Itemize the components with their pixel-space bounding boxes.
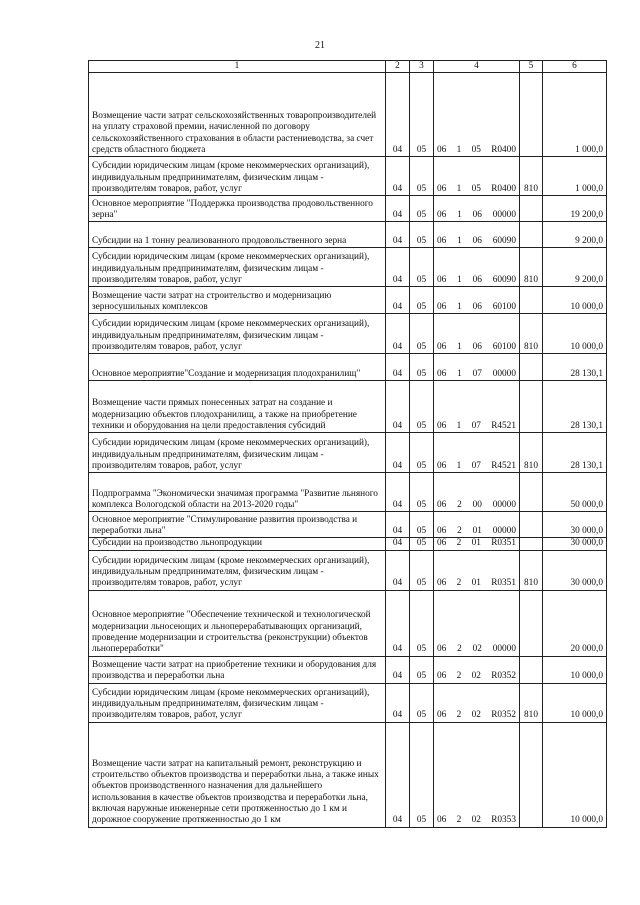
budget-table [88, 60, 607, 828]
row-section-code: 04 [386, 354, 410, 381]
row-expense-type [520, 73, 543, 157]
table-row [89, 314, 607, 354]
target-code-part: 02 [471, 710, 481, 721]
target-code-parts [437, 500, 516, 511]
row-target-code [434, 512, 520, 538]
target-code-parts [437, 461, 516, 472]
row-subsection-code: 05 [410, 550, 434, 590]
target-code-part: 06 [437, 342, 447, 352]
row-target-code [434, 287, 520, 314]
target-code-parts [437, 210, 516, 221]
row-section-code: 04 [386, 656, 410, 683]
row-expense-type [520, 196, 543, 222]
target-code-part: R0352 [491, 710, 516, 721]
target-code-part: 02 [472, 644, 482, 655]
target-code-part: 06 [437, 461, 447, 471]
target-code-parts [437, 578, 516, 589]
target-code-part: 1 [457, 275, 462, 285]
row-name: Возмещение части прямых понесенных затрат на создание и модернизацию объектов плодохранилищ, а также на приобретение техники и оборудования на цели предоставления субсидий [89, 381, 386, 433]
row-section-code: 04 [386, 590, 410, 656]
row-amount: 10 000,0 [543, 287, 607, 314]
target-code-part: 2 [456, 578, 462, 589]
row-expense-type [520, 222, 543, 248]
row-target-code [434, 538, 520, 550]
target-code-part: 1 [457, 369, 462, 379]
row-section-code: 04 [386, 314, 410, 354]
table-row [89, 538, 607, 550]
table-row [89, 656, 607, 683]
row-expense-type [520, 381, 543, 433]
row-section-code: 04 [386, 512, 410, 538]
target-code-part: 60100 [492, 302, 516, 312]
row-name: Основное мероприятие "Обеспечение технической и технологической модернизации льносеющих и льноперерабатывающих организаций, проведение модернизации и строительства (реконструкции) объектов льнопереработки" [89, 590, 386, 656]
target-code-part: 06 [437, 538, 447, 549]
target-code-part: 06 [437, 236, 447, 246]
table-row [89, 512, 607, 538]
target-code-part: R0351 [491, 538, 516, 549]
target-code-part: 00 [472, 500, 482, 510]
row-name: Возмещение части затрат сельскохозяйственных товаропроизводителей на уплату страховой премии, начисленной по договору сельскохозяйственного страхования в области растениеводства, за счет средств областного бюджета [89, 73, 386, 157]
row-target-code [434, 590, 520, 656]
row-amount: 10 000,0 [543, 314, 607, 354]
row-subsection-code: 05 [410, 433, 434, 473]
target-code-parts [437, 145, 516, 156]
target-code-part: 01 [471, 538, 481, 549]
target-code-part: 06 [437, 210, 447, 220]
target-code-part: 2 [456, 815, 462, 826]
row-expense-type: 810 [520, 157, 543, 196]
row-target-code [434, 722, 520, 827]
target-code-part: 60090 [492, 236, 516, 246]
target-code-parts [437, 369, 516, 380]
target-code-part: 06 [437, 369, 447, 379]
target-code-part: 06 [437, 644, 447, 655]
target-code-part: 06 [437, 275, 447, 285]
target-code-part: 06 [437, 710, 447, 721]
target-code-part: 00000 [492, 526, 516, 536]
row-section-code: 04 [386, 473, 410, 512]
row-target-code [434, 314, 520, 354]
row-expense-type: 810 [520, 248, 543, 287]
target-code-part: 06 [437, 302, 447, 312]
target-code-part: 05 [471, 145, 481, 155]
row-amount: 50 000,0 [543, 473, 607, 512]
row-target-code [434, 381, 520, 433]
target-code-part: R0400 [491, 145, 516, 155]
row-target-code [434, 550, 520, 590]
row-subsection-code: 05 [410, 314, 434, 354]
target-code-part: R0352 [491, 671, 516, 682]
row-expense-type [520, 287, 543, 314]
row-subsection-code: 05 [410, 157, 434, 196]
target-code-part: 1 [457, 342, 462, 352]
target-code-part: 00000 [492, 210, 516, 220]
row-section-code: 04 [386, 550, 410, 590]
table-row [89, 196, 607, 222]
target-code-part: 02 [471, 671, 481, 682]
target-code-part: 06 [437, 500, 447, 510]
target-code-part: 07 [471, 461, 481, 471]
row-amount: 1 000,0 [543, 73, 607, 157]
target-code-part: 1 [456, 145, 462, 155]
target-code-part: 2 [457, 500, 462, 510]
row-subsection-code: 05 [410, 222, 434, 248]
target-code-part: 60090 [492, 275, 516, 285]
target-code-part: 06 [472, 342, 482, 352]
target-code-part: 01 [472, 526, 482, 536]
row-section-code: 04 [386, 722, 410, 827]
table-row [89, 683, 607, 722]
target-code-parts [437, 236, 516, 247]
row-name: Подпрограмма "Экономически значимая программа "Развитие льняного комплекса Вологодской области на 2013-2020 годы" [89, 473, 386, 512]
target-code-part: R0351 [491, 578, 516, 589]
row-name: Основное мероприятие "Стимулирование развития производства и переработки льна" [89, 512, 386, 538]
table-row [89, 590, 607, 656]
row-subsection-code: 05 [410, 590, 434, 656]
target-code-parts [437, 184, 516, 195]
target-code-part: 2 [456, 710, 462, 721]
target-code-part: 07 [472, 369, 482, 379]
target-code-part: R0400 [491, 184, 516, 194]
row-name: Субсидии на производство льнопродукции [89, 538, 386, 550]
row-expense-type [520, 354, 543, 381]
col-header-subsection: 3 [410, 61, 434, 73]
target-code-part: 06 [437, 184, 447, 194]
row-subsection-code: 05 [410, 248, 434, 287]
row-name: Возмещение части затрат на капитальный ремонт, реконструкцию и строительство объектов производства и переработки льна, а также иных объектов производственного назначения для дальнейшего использования в качестве объектов производства и переработки льна, включая наружные инженерные сети протяженностью до 1 км и дорожное сооружение протяженностью до 1 км [89, 722, 386, 827]
target-code-part: 1 [456, 184, 462, 194]
target-code-part: 01 [471, 578, 481, 589]
row-amount: 1 000,0 [543, 157, 607, 196]
row-amount: 30 000,0 [543, 512, 607, 538]
row-expense-type [520, 473, 543, 512]
target-code-parts [437, 671, 516, 682]
row-expense-type [520, 538, 543, 550]
row-target-code [434, 248, 520, 287]
row-subsection-code: 05 [410, 512, 434, 538]
row-target-code [434, 683, 520, 722]
target-code-part: 06 [472, 275, 482, 285]
row-name: Субсидии на 1 тонну реализованного продовольственного зерна [89, 222, 386, 248]
row-section-code: 04 [386, 222, 410, 248]
table-row [89, 248, 607, 287]
row-name: Субсидии юридическим лицам (кроме некоммерческих организаций), индивидуальным предпринимателям, физическим лицам - производителям товаров, работ, услуг [89, 433, 386, 473]
header-row [89, 61, 607, 73]
target-code-part: 06 [472, 302, 482, 312]
row-section-code: 04 [386, 433, 410, 473]
table-row [89, 354, 607, 381]
row-amount: 10 000,0 [543, 722, 607, 827]
col-header-amount: 6 [543, 61, 607, 73]
target-code-part: 06 [472, 210, 482, 220]
table-row [89, 222, 607, 248]
row-section-code: 04 [386, 381, 410, 433]
target-code-part: 06 [437, 671, 447, 682]
row-amount: 28 130,1 [543, 381, 607, 433]
col-header-expense-type: 5 [520, 61, 543, 73]
target-code-part: 00000 [492, 644, 516, 655]
table-row [89, 287, 607, 314]
row-section-code: 04 [386, 73, 410, 157]
col-header-name: 1 [89, 61, 386, 73]
row-subsection-code: 05 [410, 538, 434, 550]
target-code-part: 06 [437, 578, 447, 589]
row-name: Субсидии юридическим лицам (кроме некоммерческих организаций), индивидуальным предпринимателям, физическим лицам - производителям товаров, работ, услуг [89, 683, 386, 722]
col-header-target: 4 [434, 61, 520, 73]
row-target-code [434, 196, 520, 222]
row-name: Основное мероприятие"Создание и модернизация плодохранилищ" [89, 354, 386, 381]
row-section-code: 04 [386, 248, 410, 287]
row-name: Субсидии юридическим лицам (кроме некоммерческих организаций), индивидуальным предпринимателям, физическим лицам - производителям товаров, работ, услуг [89, 550, 386, 590]
row-name: Возмещение части затрат на строительство и модернизацию зерносушильных комплексов [89, 287, 386, 314]
row-section-code: 04 [386, 157, 410, 196]
row-subsection-code: 05 [410, 354, 434, 381]
row-amount: 9 200,0 [543, 222, 607, 248]
row-section-code: 04 [386, 287, 410, 314]
target-code-part: 06 [437, 421, 447, 431]
target-code-parts [437, 815, 516, 826]
row-expense-type: 810 [520, 550, 543, 590]
table-row [89, 722, 607, 827]
row-subsection-code: 05 [410, 287, 434, 314]
target-code-part: 07 [471, 421, 481, 431]
target-code-parts [437, 421, 516, 432]
row-target-code [434, 157, 520, 196]
row-subsection-code: 05 [410, 722, 434, 827]
row-amount: 19 200,0 [543, 196, 607, 222]
target-code-parts [437, 342, 516, 353]
target-code-part: 06 [437, 145, 447, 155]
page-number: 21 [315, 40, 325, 51]
target-code-part: 06 [437, 815, 447, 826]
target-code-part: 06 [472, 236, 482, 246]
row-amount: 30 000,0 [543, 538, 607, 550]
target-code-part: 00000 [492, 369, 516, 379]
row-name: Возмещение части затрат на приобретение техники и оборудования для производства и переработки льна [89, 656, 386, 683]
row-target-code [434, 354, 520, 381]
target-code-parts [437, 275, 516, 286]
target-code-parts [437, 644, 516, 655]
row-amount: 10 000,0 [543, 656, 607, 683]
row-name: Основное мероприятие "Поддержка производства продовольственного зерна" [89, 196, 386, 222]
row-subsection-code: 05 [410, 196, 434, 222]
row-target-code [434, 473, 520, 512]
row-amount: 10 000,0 [543, 683, 607, 722]
row-subsection-code: 05 [410, 683, 434, 722]
table-body [89, 73, 607, 827]
target-code-part: 1 [457, 236, 462, 246]
target-code-parts [437, 538, 516, 549]
row-target-code [434, 222, 520, 248]
row-expense-type: 810 [520, 314, 543, 354]
row-expense-type [520, 512, 543, 538]
row-amount: 30 000,0 [543, 550, 607, 590]
row-target-code [434, 73, 520, 157]
table-row [89, 381, 607, 433]
col-header-section: 2 [386, 61, 410, 73]
row-expense-type [520, 590, 543, 656]
row-expense-type [520, 656, 543, 683]
target-code-part: 1 [456, 421, 462, 431]
table-row [89, 473, 607, 512]
target-code-part: R4521 [491, 461, 516, 471]
target-code-part: R4521 [491, 421, 516, 431]
row-subsection-code: 05 [410, 381, 434, 433]
row-amount: 20 000,0 [543, 590, 607, 656]
table-row [89, 550, 607, 590]
row-subsection-code: 05 [410, 656, 434, 683]
target-code-part: 1 [457, 210, 462, 220]
target-code-part: 1 [456, 461, 462, 471]
target-code-part: R0353 [491, 815, 516, 826]
table-row [89, 73, 607, 157]
row-subsection-code: 05 [410, 473, 434, 512]
row-target-code [434, 433, 520, 473]
target-code-part: 00000 [492, 500, 516, 510]
target-code-parts [437, 526, 516, 537]
target-code-part: 2 [457, 644, 462, 655]
target-code-part: 02 [471, 815, 481, 826]
row-expense-type: 810 [520, 433, 543, 473]
target-code-part: 60100 [492, 342, 516, 352]
row-name: Субсидии юридическим лицам (кроме некоммерческих организаций), индивидуальным предпринимателям, физическим лицам - производителям товаров, работ, услуг [89, 248, 386, 287]
row-name: Субсидии юридическим лицам (кроме некоммерческих организаций), индивидуальным предпринимателям, физическим лицам - производителям товаров, работ, услуг [89, 314, 386, 354]
row-section-code: 04 [386, 196, 410, 222]
table-row [89, 433, 607, 473]
row-expense-type: 810 [520, 683, 543, 722]
row-amount: 28 130,1 [543, 433, 607, 473]
row-amount: 28 130,1 [543, 354, 607, 381]
target-code-parts [437, 710, 516, 721]
table-row [89, 157, 607, 196]
target-code-part: 06 [437, 526, 447, 536]
target-code-parts [437, 302, 516, 313]
target-code-part: 2 [456, 538, 462, 549]
target-code-part: 2 [456, 671, 462, 682]
target-code-part: 1 [457, 302, 462, 312]
row-amount: 9 200,0 [543, 248, 607, 287]
row-section-code: 04 [386, 538, 410, 550]
row-target-code [434, 656, 520, 683]
row-subsection-code: 05 [410, 73, 434, 157]
row-name: Субсидии юридическим лицам (кроме некоммерческих организаций), индивидуальным предпринимателям, физическим лицам - производителям товаров, работ, услуг [89, 157, 386, 196]
row-section-code: 04 [386, 683, 410, 722]
target-code-part: 05 [471, 184, 481, 194]
target-code-part: 2 [457, 526, 462, 536]
row-expense-type [520, 722, 543, 827]
